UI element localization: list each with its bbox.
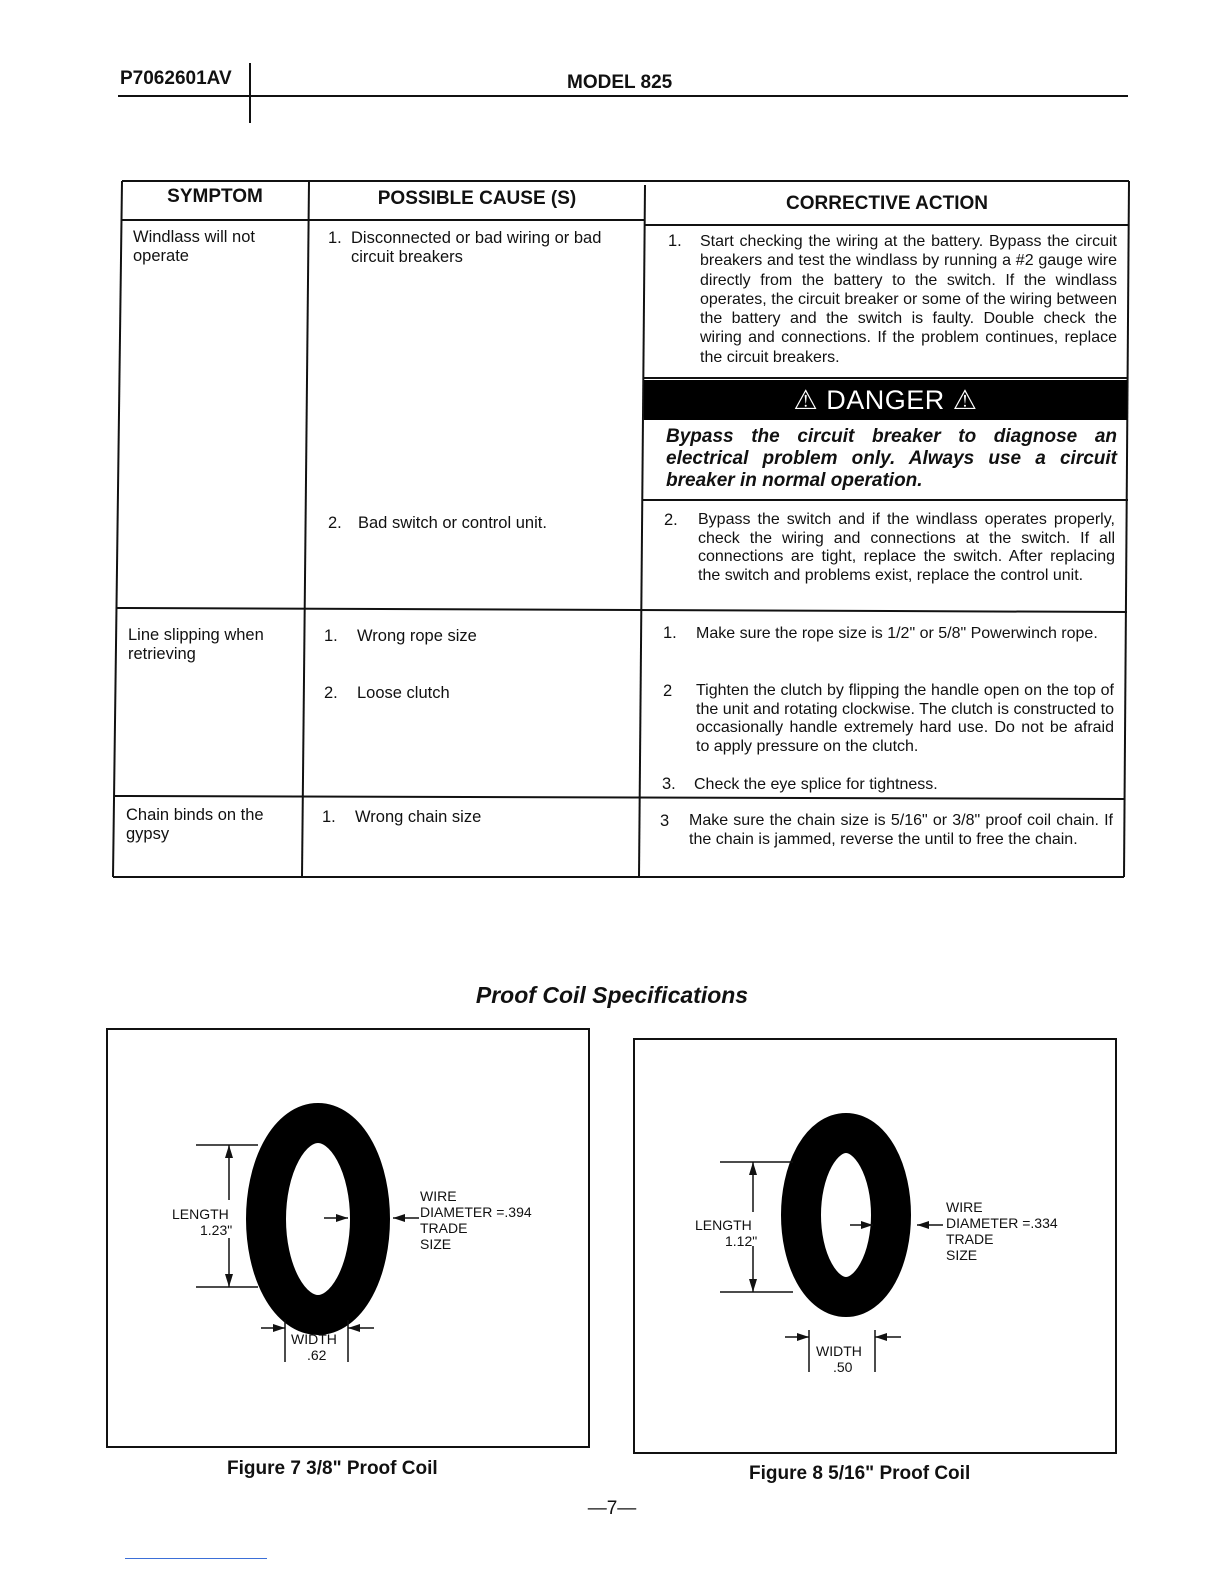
width-label: WIDTH	[291, 1331, 337, 1347]
cause-text: Bad switch or control unit.	[358, 514, 547, 532]
diameter-label: DIAMETER =.334	[946, 1215, 1058, 1231]
scan-line	[125, 1558, 267, 1559]
action-number: 3	[660, 812, 670, 830]
cause-text: Loose clutch	[357, 684, 450, 702]
action-text: Make sure the rope size is 1/2" or 5/8" Powerwinch rope.	[696, 625, 1098, 642]
action-number: 2	[663, 682, 673, 700]
danger-text: Bypass the circuit breaker to diagnose an electrical problem only. Always use a circuit breaker in normal operation.	[666, 426, 1117, 491]
action-text: Tighten the clutch by flipping the handle open on the top of the unit and rotating clockwise. The clutch is constructed to occasionally handle extremely hard use. Do not be afraid to apply pressure on the clutch.	[696, 682, 1114, 755]
cause-number: 2.	[324, 684, 338, 702]
danger-banner	[644, 380, 1127, 420]
action-number: 1.	[668, 232, 682, 250]
column-header-action: CORRECTIVE ACTION	[786, 193, 988, 214]
action-text: Bypass the switch and if the windlass operates properly, check the wiring and connections at the switch. If all connections are tight, replace the switch. After replacing the switch and problems exist, replace the control unit.	[698, 511, 1115, 584]
length-label: LENGTH	[695, 1217, 752, 1233]
cause-number: 2.	[328, 514, 342, 532]
action-number: 2.	[664, 511, 678, 529]
warning-icon: ⚠	[793, 385, 819, 415]
size-label: SIZE	[420, 1236, 452, 1252]
warning-icon: ⚠	[952, 385, 978, 415]
cause-number: 1.	[322, 808, 336, 826]
page-number: —7—	[587, 1498, 637, 1519]
trade-label: TRADE	[946, 1231, 994, 1247]
figure-7-caption: Figure 7 3/8" Proof Coil	[227, 1458, 438, 1479]
diameter-label: DIAMETER =.394	[420, 1204, 532, 1220]
action-number: 1.	[663, 624, 677, 642]
cause-number: 1.	[328, 229, 342, 247]
column-header-cause: POSSIBLE CAUSE (S)	[377, 188, 577, 209]
wire-label: WIRE	[946, 1199, 983, 1215]
cause-number: 1.	[324, 627, 338, 645]
symptom-windlass: Windlass will not operate	[133, 228, 255, 265]
size-label: SIZE	[946, 1247, 978, 1263]
width-label: WIDTH	[816, 1343, 862, 1359]
width-value: .62	[307, 1347, 327, 1363]
length-value: 1.12"	[725, 1233, 758, 1249]
symptom-chain-binds: Chain binds on the gypsy	[126, 806, 264, 843]
symptom-line-slipping: Line slipping when retrieving	[128, 626, 264, 663]
trade-label: TRADE	[420, 1220, 468, 1236]
action-text: Start checking the wiring at the battery. Bypass the circuit breakers and test the windlass by running a #2 gauge wire directly from the battery to the switch. If the windlass operates, the circuit breaker or some of the wiring between the battery and the switch is faulty. Double check the wiring and connections. If the problem continues, replace the circuit breakers.	[700, 233, 1117, 366]
cause-text: Wrong chain size	[355, 808, 482, 826]
model-title: MODEL 825	[567, 72, 673, 93]
wire-label: WIRE	[420, 1188, 457, 1204]
cause-text: Disconnected or bad wiring or bad circuit breakers	[351, 229, 602, 266]
doc-id: P7062601AV	[120, 68, 232, 89]
length-value: 1.23"	[200, 1222, 233, 1238]
proof-coil-diagram-7	[108, 1030, 588, 1446]
cause-text: Wrong rope size	[357, 627, 477, 645]
action-text: Check the eye splice for tightness.	[694, 776, 938, 793]
danger-label: DANGER	[826, 385, 945, 415]
action-number: 3.	[662, 775, 676, 793]
figure-8-box	[633, 1038, 1117, 1454]
column-header-symptom: SYMPTOM	[167, 186, 263, 207]
action-text: Make sure the chain size is 5/16" or 3/8" proof coil chain. If the chain is jammed, reverse the until to free the chain.	[689, 812, 1113, 848]
figure-8-caption: Figure 8 5/16" Proof Coil	[749, 1463, 971, 1484]
width-value: .50	[833, 1359, 853, 1375]
section-title: Proof Coil Specifications	[475, 982, 749, 1008]
figure-7-box	[106, 1028, 590, 1448]
proof-coil-diagram-8	[635, 1040, 1115, 1452]
length-label: LENGTH	[172, 1206, 229, 1222]
